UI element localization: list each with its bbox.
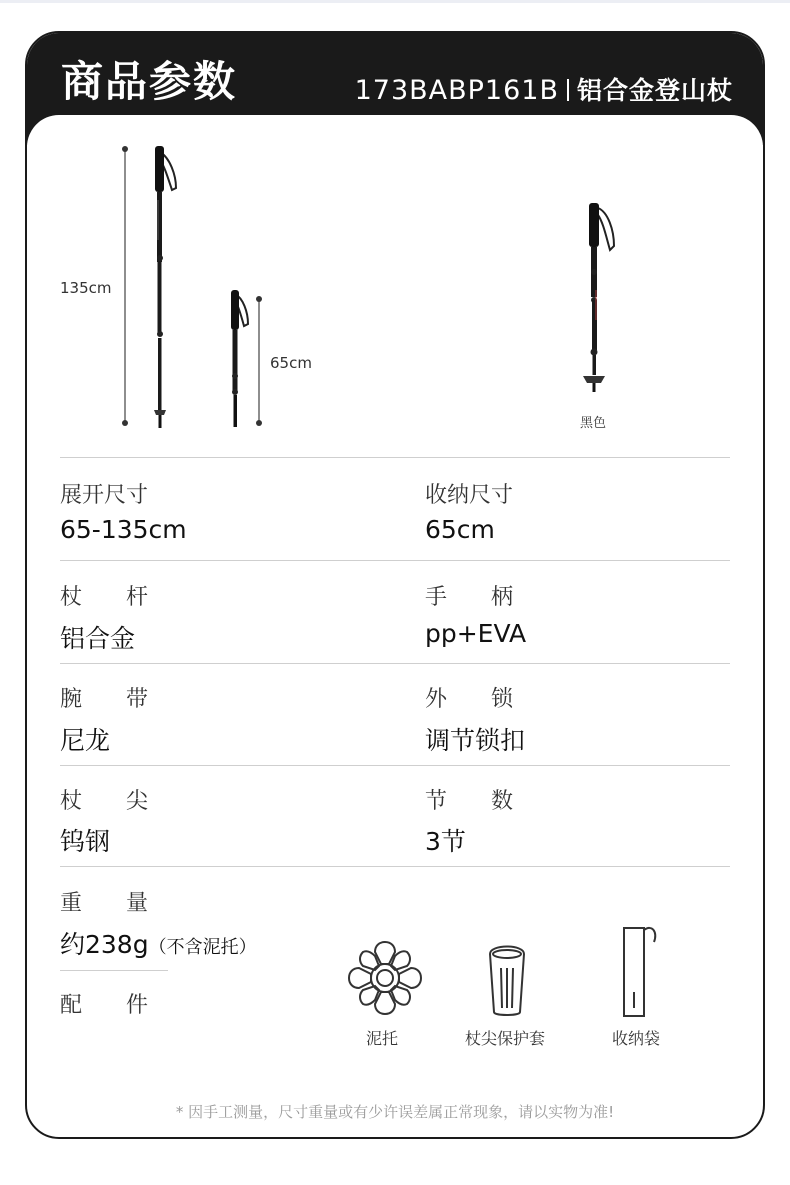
divider xyxy=(60,765,730,766)
spec-label-sections: 节 数 xyxy=(425,789,514,814)
spec-value-wrist-strap: 尼龙 xyxy=(60,726,111,755)
collapsed-pole-image xyxy=(231,290,248,427)
spec-value-sections: 3节 xyxy=(425,827,466,856)
page-title: 商品参数 xyxy=(61,57,238,106)
spec-label-weight: 重 量 xyxy=(60,891,149,916)
spec-label-outer-lock: 外 锁 xyxy=(425,687,514,712)
accessory-tip-protector-label: 杖尖保护套 xyxy=(464,1029,545,1048)
disclaimer-footnote: * 因手工测量，尺寸重量或有少许误差属正常现象，请以实物为准! xyxy=(175,1103,615,1121)
divider xyxy=(60,663,730,664)
divider xyxy=(60,970,168,971)
spec-label-wrist-strap: 腕 带 xyxy=(60,687,149,712)
product-name: 铝合金登山杖 xyxy=(576,76,733,105)
spec-label-shaft: 杖 杆 xyxy=(60,585,149,610)
color-label: 黑色 xyxy=(580,416,607,431)
extended-dimension-line xyxy=(122,146,128,426)
spec-value-outer-lock: 调节锁扣 xyxy=(425,726,526,755)
extended-length-label: 135cm xyxy=(60,279,112,297)
spec-value-weight xyxy=(60,925,257,961)
spec-value-tip: 钨钢 xyxy=(60,827,111,856)
weight-note: （不含泥托） xyxy=(148,937,257,958)
collapsed-dimension-line xyxy=(256,296,262,426)
tip-protector-icon xyxy=(482,940,532,1020)
divider xyxy=(60,457,730,458)
black-pole-image xyxy=(583,203,614,392)
product-figures xyxy=(0,0,790,460)
accessory-mud-basket-label: 泥托 xyxy=(365,1029,398,1048)
spec-label-folded-size: 收纳尺寸 xyxy=(425,483,514,508)
extended-pole-image xyxy=(154,146,176,428)
weight-amount: 约238g xyxy=(60,930,149,959)
spec-label-accessories: 配 件 xyxy=(60,993,149,1018)
spec-value-shaft: 铝合金 xyxy=(60,624,136,653)
spec-label-expanded-size: 展开尺寸 xyxy=(60,483,149,508)
divider xyxy=(60,560,730,561)
spec-value-folded-size: 65cm xyxy=(425,515,495,544)
mud-basket-icon xyxy=(345,938,425,1018)
accessory-storage-bag-label: 收纳袋 xyxy=(611,1029,660,1048)
spec-value-expanded-size: 65-135cm xyxy=(60,515,187,544)
spec-value-handle: pp+EVA xyxy=(425,619,527,648)
spec-label-tip: 杖 尖 xyxy=(60,789,149,814)
spec-label-handle: 手 柄 xyxy=(425,585,514,610)
divider xyxy=(60,866,730,867)
collapsed-length-label: 65cm xyxy=(270,354,312,372)
model-code: 173BABP161B xyxy=(354,75,559,106)
storage-bag-icon xyxy=(612,922,662,1022)
